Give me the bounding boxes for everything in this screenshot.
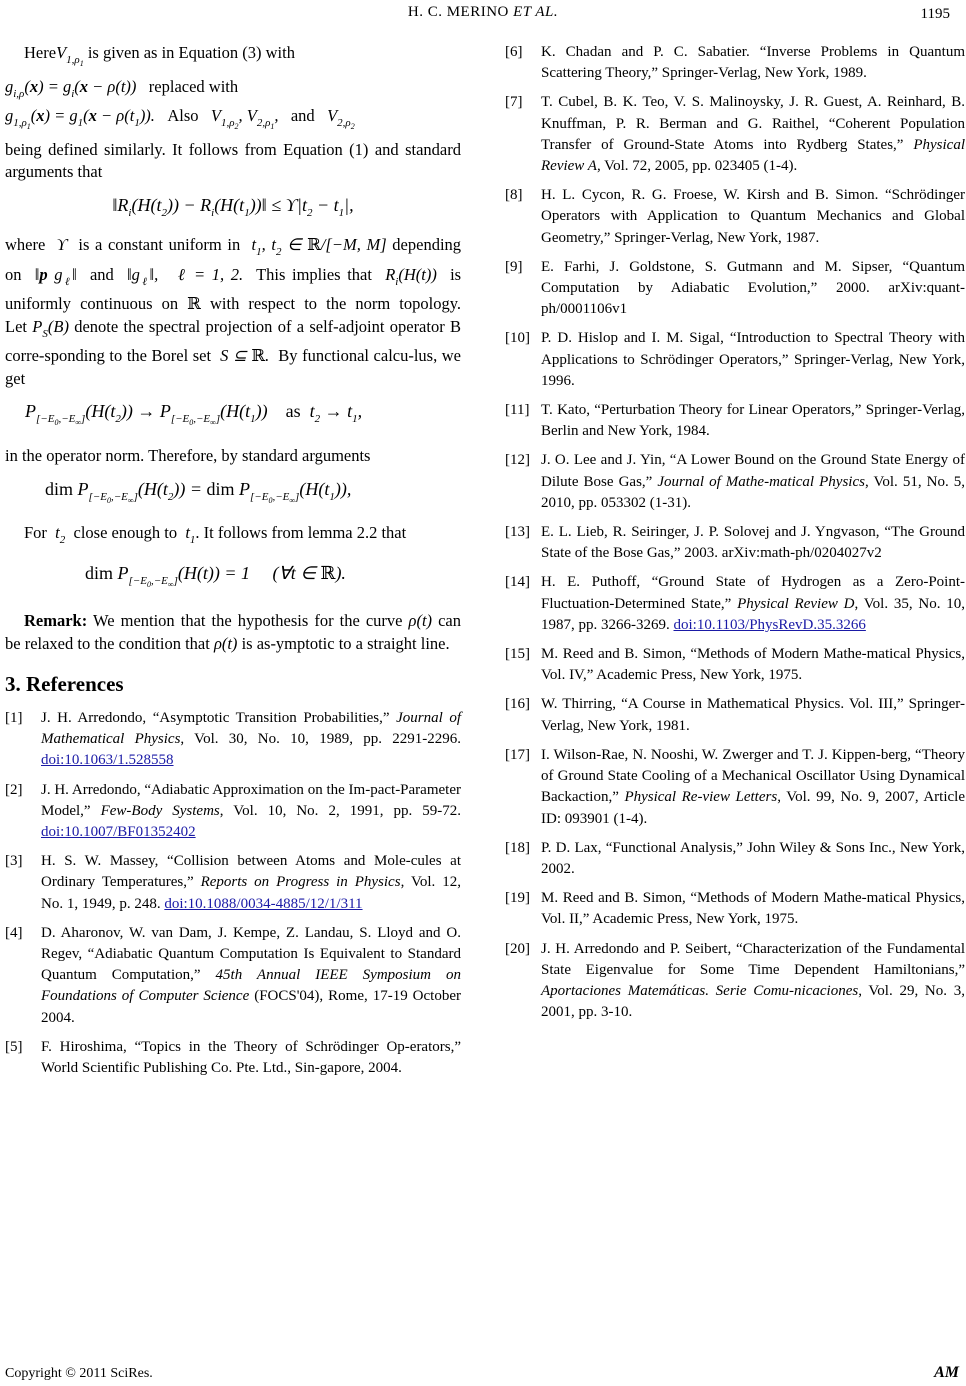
reference-number: [7] [505,94,523,111]
reference-text: F. Hiroshima, “Topics in the Theory of Schrödinger Op-erators,” World Scientific Publishing Co. Pte. Ltd., Sin-gapore, 2004. [41,1038,461,1076]
reference-item [5,780,461,844]
reference-text: T. Cubel, B. K. Teo, V. S. Malinoysky, J. R. Guest, A. Reinhard, B. Knuffman, P. R. Berman and G. Raithel, “Coherent Population Transfer of Ground-State Atoms into Rydberg States,” Physical Review A, Vol. 72, 2005, pp. 023405 (1-4). [541,94,965,175]
reference-text: D. Aharonov, W. van Dam, J. Kempe, Z. Landau, S. Lloyd and O. Regev, “Adiabatic Quantum Computation Is Equivalent to Standard Quantum Computation,” 45th Annual IEEE Symposium on Foundations of Computer Science (FOCS'04), Rome, 17-19 October 2004. [41,924,461,1026]
reference-number: [5] [5,1038,23,1055]
running-head-authors: H. C. MERINO [407,4,514,20]
doi-link[interactable]: doi:10.1103/PhysRevD.35.3266 [673,616,866,633]
reference-number: [14] [505,574,530,591]
reference-number: [11] [505,402,530,419]
reference-number: [4] [5,924,23,941]
reference-text: H. E. Puthoff, “Ground State of Hydrogen as a Zero-Point-Fluctuation-Determined State,” Physical Review D, Vol. 35, No. 10, 1987, pp. 3266-3269. doi:10.1103/PhysRevD.35.3266 [541,574,966,633]
body-paragraph-1b: $g_{i,\rho}(x) = g_i(x - \rho(t))$ replaced with [5,76,239,100]
reference-item [505,257,965,321]
reference-text: J. O. Lee and J. Yin, “A Lower Bound on the Ground State Energy of Dilute Bose Gas,” Journal of Mathe-matical Physics, Vol. 51, No. 5, 2010, pp. 053302 (1-31). [541,452,965,511]
reference-item [505,644,965,686]
reference-item [505,694,965,736]
reference-item [505,450,965,514]
reference-item [505,572,965,636]
body-paragraph-1: HereV$_{1,\rho_1}$ is given as in Equation (3) with [24,43,295,69]
reference-item [505,745,965,830]
reference-number: [19] [505,890,530,907]
reference-number: [18] [505,839,530,856]
reference-text: W. Thirring, “A Course in Mathematical Physics. Vol. III,” Springer-Verlag, New York, 1981. [541,696,965,734]
reference-number: [6] [505,44,523,60]
running-head [0,4,966,21]
reference-source: Journal of Mathe-matical Physics [657,473,865,490]
reference-item [505,92,965,177]
body-paragraph-4: For $t_2$ close enough to $t_1$. It follows from lemma 2.2 that [24,523,407,547]
reference-text: J. H. Arredondo, “Adiabatic Approximation on the Im-pact-Parameter Model,” Few-Body Systems, Vol. 10, No. 2, 1991, pp. 59-72. doi:10.1007/BF01352402 [41,781,461,840]
remark-paragraph: Remark: We mention that the hypothesis for the curve ρ(t) can be relaxed to the condition that ρ(t) is as-ymptotic to a straight line. [5,611,461,653]
reference-text: H. S. W. Massey, “Collision between Atoms and Mole-cules at Ordinary Temperatures,” Reports on Progress in Physics, Vol. 12, No. 1, 1949, p. 248. doi:10.1088/0034-4885/12/1/311 [41,853,461,912]
reference-source: Few-Body Systems [100,802,220,819]
page-number: 1195 [920,6,950,22]
reference-text: J. H. Arredondo and P. Seibert, “Characterization of the Fundamental State Eigenvalue for Some Time Dependent Hamiltonians,” Aportaciones Matemáticas. Serie Comu-nicaciones, Vol. 29, No. 3, 2001, pp. 3-10. [541,940,965,1021]
reference-item [505,522,965,564]
equation-resolvent-estimate: $‖R_i(H(t_2))$ − $R_i(H(t_1))‖ \le ϒ|t_2 - t_1|$, [112,194,354,219]
body-paragraph-2: where ϒ is a constant uniform in $t_1$, $t_2$ ∈ ℝ/[−M, M] depending on ‖p $g_\ell‖$ and $‖g_\ell‖$, ℓ = 1, 2. This implies that $R_i(H(t))$ is uniformly continuous on ℝ with respect to the norm topology. Let $P_S(B)$ denote the spectral projection of a self-adjoint operator B corre-sponding to the Borel set S ⊆ ℝ. By functional calcu-lus, we get [5,235,462,388]
reference-number: [20] [505,940,530,957]
reference-source: Physical Re-view Letters [624,789,778,806]
reference-item [5,851,461,915]
reference-number: [8] [505,187,523,204]
equation-projection-limit: $P_{[-E_0,-E_\infty]}(H(t_2)) \to P_{[-E_0,-E_\infty]}(H(t_1))$ as $t_2 \to t_1$, [25,401,363,428]
reference-number: [13] [505,524,530,541]
reference-source: Physical Review D [737,595,855,612]
reference-number: [12] [505,452,530,469]
reference-item [505,42,965,84]
reference-source: Journal of Mathematical Physics [41,709,461,748]
reference-item [505,888,965,930]
reference-source: Aportaciones Matemáticas. Serie Comu-nicaciones [541,982,859,999]
reference-text: I. Wilson-Rae, N. Nooshi, W. Zwerger and T. J. Kippen-berg, “Theory of Ground State Cooling of a Mechanical Oscillator Using Dynamical Backaction,” Physical Re-view Letters, Vol. 99, No. 9, 2007, Article ID: 093901 (1-4). [541,746,965,827]
reference-number: [17] [505,746,530,763]
reference-list-left [5,708,461,1079]
reference-text: K. Chadan and P. C. Sabatier. “Inverse Problems in Quantum Scattering Theory,” Springer-Verlag, New York, 1989. [541,44,965,82]
right-column [505,42,965,1031]
equation-dimension-one: dim $P_{[-E_0,-E_\infty]}(H(t)) = 1$ (∀t ∈ ℝ). [85,562,346,589]
reference-text: T. Kato, “Perturbation Theory for Linear Operators,” Springer-Verlag, Berlin and New York, 1984. [541,402,965,440]
reference-number: [16] [505,696,530,713]
reference-text: H. L. Cycon, R. G. Froese, W. Kirsh and B. Simon. “Schrödinger Operators with Application to Quantum Mechanics and Global Geometry,” Springer-Verlag, New York, 1987. [541,187,965,246]
section-heading-references: 3. References [5,672,124,697]
reference-text: E. L. Lieb, R. Seiringer, J. P. Solovej and J. Yngvason, “The Ground State of the Bose Gas,” 2003. arXiv:math-ph/0204027v2 [541,524,965,562]
reference-item [5,708,461,772]
reference-text: M. Reed and B. Simon, “Methods of Modern Mathe-matical Physics, Vol. II,” Academic Press, New York, 1975. [541,890,965,928]
reference-item [505,328,965,392]
body-paragraph-1c: $g_{1,\rho_1}(x) = g_1(x - \rho(t_1))$. Also $V_{1,\rho_2}$, $V_{2,\rho_1}$, and $V_{2,\rho_2}$ [5,106,355,132]
reference-number: [2] [5,781,23,798]
equation-dimension-equality: dim $P_{[-E_0,-E_\infty]}(H(t_2))$ = dim $P_{[-E_0,-E_\infty]}(H(t_1))$, [45,478,352,505]
reference-list-right [505,42,965,1023]
doi-link[interactable]: doi:10.1007/BF01352402 [41,823,196,840]
reference-source: Physical Review A [541,136,965,175]
running-head-etal: ET AL. [513,4,559,20]
reference-number: [10] [505,330,530,347]
footer-copyright: Copyright © 2011 SciRes. [5,1366,153,1381]
reference-item [505,185,965,249]
body-paragraph-3: in the operator norm. Therefore, by standard arguments [5,446,371,466]
reference-text: J. H. Arredondo, “Asymptotic Transition Probabilities,” Journal of Mathematical Physics, Vol. 30, No. 10, 1989, pp. 2291-2296. doi:10.1063/1.528558 [41,709,461,769]
reference-item [5,1037,461,1079]
reference-item [505,939,965,1024]
body-paragraph-1d: being defined similarly. It follows from Equation (1) and standard arguments that [5,139,461,182]
reference-number: [1] [5,709,23,726]
reference-text: P. D. Hislop and I. M. Sigal, “Introduction to Spectral Theory with Applications to Schrödinger Operators,” Springer-Verlag, New York, 1996. [541,330,965,389]
reference-item [5,923,461,1029]
reference-source: 45th Annual IEEE Symposium on Foundations of Computer Science [41,967,461,1005]
doi-link[interactable]: doi:10.1088/0034-4885/12/1/311 [164,895,363,912]
reference-item [505,838,965,880]
reference-text: E. Farhi, J. Goldstone, S. Gutmann and M. Sipser, “Quantum Computation by Adiabatic Evolution,” 2000. arXiv:quant-ph/0001106v1 [541,258,965,318]
reference-text: P. D. Lax, “Functional Analysis,” John Wiley & Sons Inc., New York, 2002. [541,839,965,877]
footer-journal: AM [934,1364,959,1381]
reference-item [505,400,965,442]
reference-source: Reports on Progress in Physics [200,874,401,891]
reference-number: [15] [505,646,530,663]
reference-text: M. Reed and B. Simon, “Methods of Modern Mathe-matical Physics, Vol. IV,” Academic Press, New York, 1975. [541,646,965,684]
left-column [5,42,461,1087]
reference-number: [9] [505,258,523,275]
doi-link[interactable]: doi:10.1063/1.528558 [41,752,174,769]
reference-number: [3] [5,853,23,870]
